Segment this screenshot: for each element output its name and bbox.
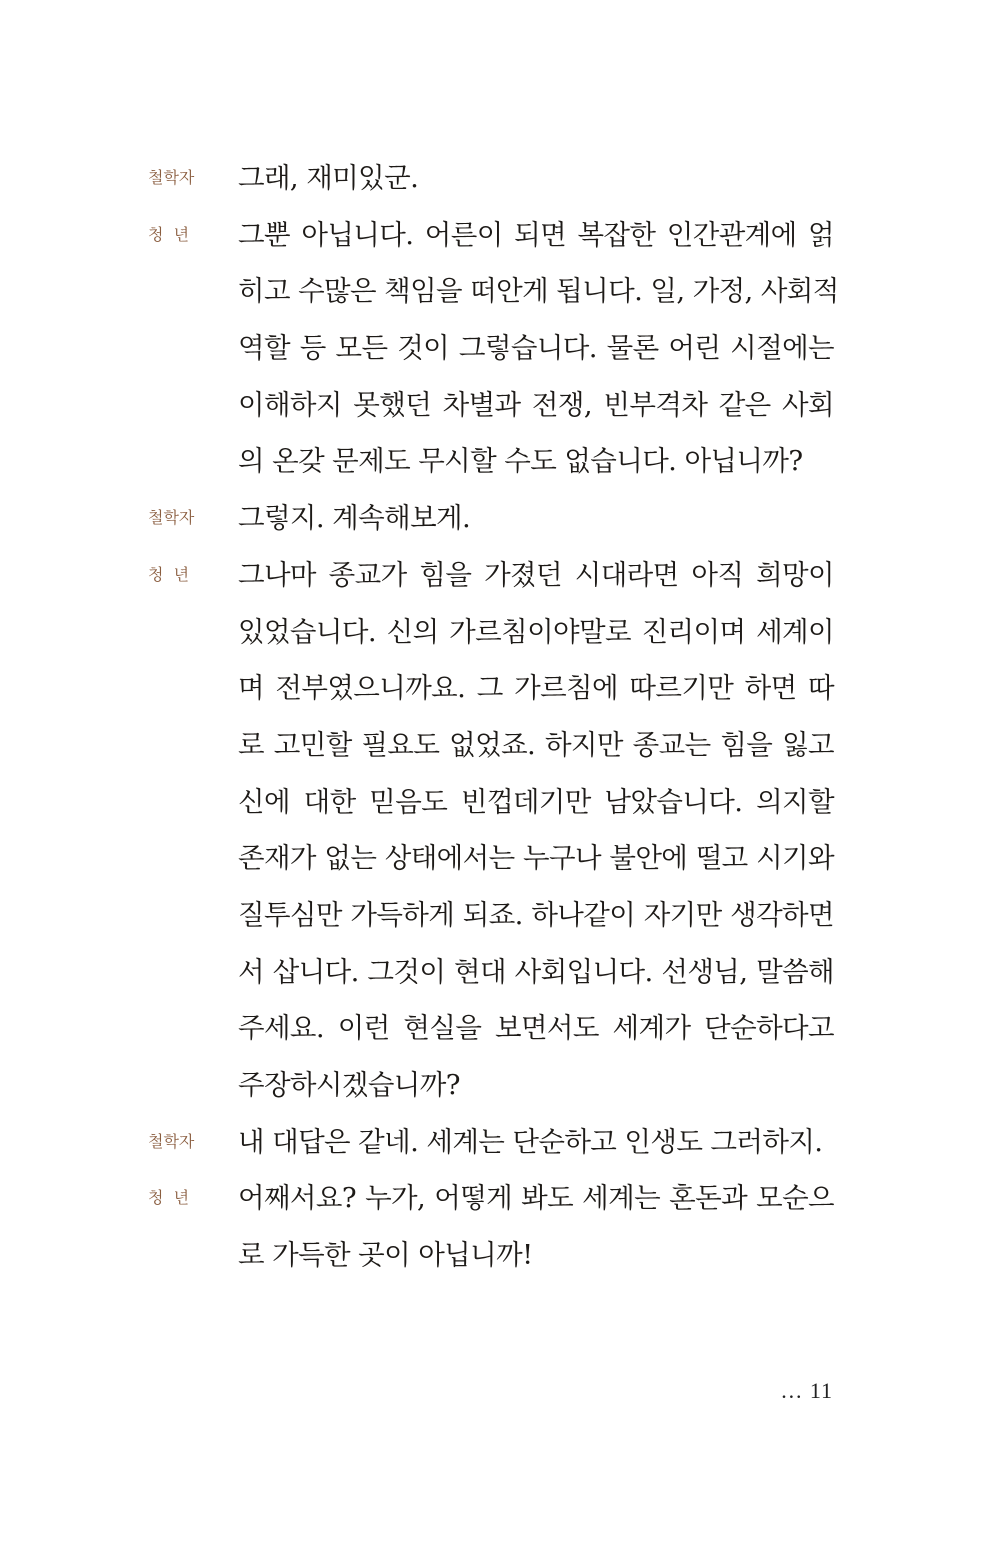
speech-line: 그래, 재미있군. <box>238 162 419 194</box>
page-number: … 11 <box>780 1378 833 1403</box>
speech-line: 그나마 종교가 힘을 가졌던 시대라면 아직 희망이 <box>238 558 834 591</box>
speech-text <box>238 490 834 547</box>
speech-line: 질투심만 가득하게 되죠. 하나같이 자기만 생각하면 <box>238 898 834 931</box>
speech-line: 주장하시겠습니까? <box>238 1069 460 1102</box>
speech-line: 신에 대한 믿음도 빈껍데기만 남았습니다. 의지할 <box>238 785 834 818</box>
speech-text <box>238 150 834 207</box>
dialogue-turn <box>148 207 838 490</box>
speech-line: 그뿐 아닙니다. 어른이 되면 복잡한 인간관계에 얽 <box>238 218 834 251</box>
dialogue-turn <box>148 1114 838 1171</box>
speech-line: 있었습니다. 신의 가르침이야말로 진리이며 세계이 <box>238 615 834 648</box>
speaker-label-youth: 청 년 <box>148 224 190 244</box>
speaker-label-youth: 청 년 <box>148 1188 190 1208</box>
speech-text <box>238 207 839 490</box>
speech-text <box>238 1170 834 1283</box>
speech-line: 히고 수많은 책임을 떠안게 됩니다. 일, 가정, 사회적 <box>238 275 839 308</box>
speech-line: 내 대답은 같네. 세계는 단순하고 인생도 그러하지. <box>238 1125 823 1158</box>
speech-line: 서 삽니다. 그것이 현대 사회입니다. 선생님, 말씀해 <box>238 955 834 988</box>
speaker-label-philosopher: 철학자 <box>148 168 195 187</box>
dialogue-turn <box>148 150 838 207</box>
dialogue-turn <box>148 547 838 1114</box>
speech-line: 로 가득한 곳이 아닙니까! <box>238 1239 533 1272</box>
speech-line: 며 전부였으니까요. 그 가르침에 따르기만 하면 따 <box>238 672 834 705</box>
speech-line: 그렇지. 계속해보게. <box>238 502 471 535</box>
speech-line: 어째서요? 누가, 어떻게 봐도 세계는 혼돈과 모순으 <box>238 1182 834 1215</box>
speech-text <box>238 1114 834 1171</box>
speech-line: 의 온갖 문제도 무시할 수도 없습니다. 아닙니까? <box>238 445 803 478</box>
speaker-label-youth: 청 년 <box>148 564 190 584</box>
speech-line: 이해하지 못했던 차별과 전쟁, 빈부격차 같은 사회 <box>238 388 834 421</box>
speech-text <box>238 547 834 1114</box>
speaker-label-philosopher: 철학자 <box>148 508 195 528</box>
dialogue-turn <box>148 1170 838 1283</box>
speaker-label-philosopher: 철학자 <box>148 1131 195 1151</box>
speech-line: 주세요. 이런 현실을 보면서도 세계가 단순하다고 <box>238 1012 834 1045</box>
dialogue-turn <box>148 490 838 547</box>
speech-line: 역할 등 모든 것이 그렇습니다. 물론 어린 시절에는 <box>238 332 834 365</box>
speech-line: 존재가 없는 상태에서는 누구나 불안에 떨고 시기와 <box>238 842 834 875</box>
dialogue <box>148 150 838 1284</box>
speech-line: 로 고민할 필요도 없었죠. 하지만 종교는 힘을 잃고 <box>238 728 834 761</box>
